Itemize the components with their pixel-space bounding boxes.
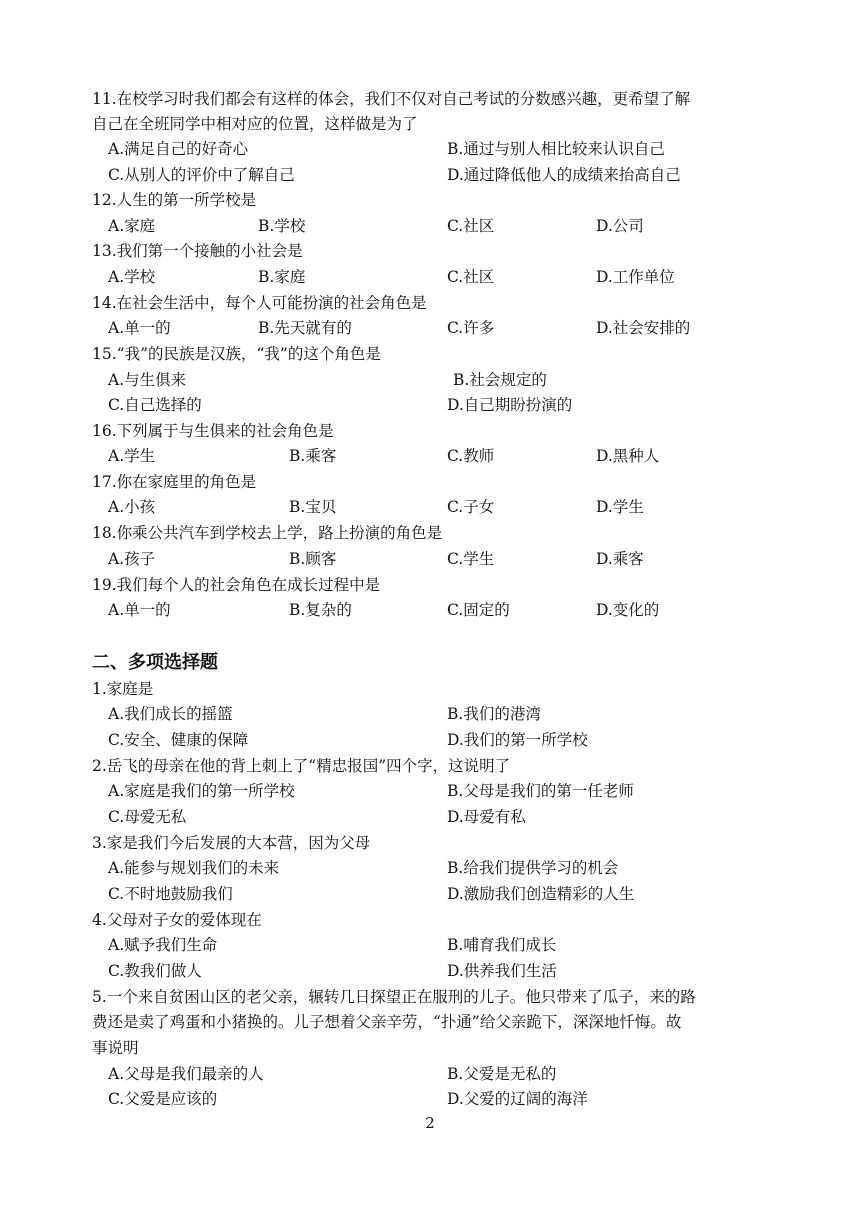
mc2-option-c: C.母爱无私	[108, 808, 187, 826]
q12-option-c: C.社区	[447, 217, 495, 235]
mc-question-3-stem: 3.家是我们今后发展的大本营，因为父母	[92, 834, 371, 852]
q15-option-b: B.社会规定的	[453, 371, 547, 389]
q19-option-a: A.单一的	[108, 601, 171, 619]
q12-option-d: D.公司	[596, 217, 644, 235]
mc3-option-d: D.激励我们创造精彩的人生	[447, 885, 635, 903]
q17-option-b: B.宝贝	[289, 498, 337, 516]
mc-question-5-stem-cont: 费还是卖了鸡蛋和小猪换的。儿子想着父亲辛劳，“扑通”给父亲跪下，深深地忏悔。故	[92, 1013, 682, 1031]
mc-question-2-stem: 2.岳飞的母亲在他的背上刺上了“精忠报国”四个字，这说明了	[92, 757, 511, 775]
mc3-option-b: B.给我们提供学习的机会	[447, 859, 619, 877]
mc1-option-b: B.我们的港湾	[447, 705, 541, 723]
question-17-stem: 17.你在家庭里的角色是	[92, 473, 257, 491]
question-11-stem-cont: 自己在全班同学中相对应的位置，这样做是为了	[92, 115, 418, 133]
mc1-option-d: D.我们的第一所学校	[447, 731, 588, 749]
mc3-option-a: A.能参与规划我们的未来	[108, 859, 280, 877]
q13-option-a: A.学校	[108, 268, 156, 286]
question-19-stem: 19.我们每个人的社会角色在成长过程中是	[92, 576, 381, 594]
q11-option-a: A.满足自己的好奇心	[108, 140, 249, 158]
question-16-stem: 16.下列属于与生俱来的社会角色是	[92, 422, 334, 440]
mc3-option-c: C.不时地鼓励我们	[108, 885, 233, 903]
mc4-option-a: A.赋予我们生命	[108, 936, 218, 954]
q15-option-d: D.自己期盼扮演的	[447, 396, 573, 414]
q13-option-d: D.工作单位	[596, 268, 675, 286]
question-15-stem: 15.“我”的民族是汉族，“我”的这个角色是	[92, 345, 381, 363]
mc-question-4-stem: 4.父母对子女的爱体现在	[92, 911, 262, 929]
q14-option-b: B.先天就有的	[258, 319, 352, 337]
q14-option-d: D.社会安排的	[596, 319, 691, 337]
q17-option-d: D.学生	[596, 498, 644, 516]
mc4-option-d: D.供养我们生活	[447, 962, 557, 980]
q12-option-b: B.学校	[258, 217, 306, 235]
q19-option-b: B.复杂的	[289, 601, 352, 619]
mc4-option-b: B.哺育我们成长	[447, 936, 557, 954]
q16-option-a: A.学生	[108, 447, 156, 465]
question-18-stem: 18.你乘公共汽车到学校去上学，路上扮演的角色是	[92, 524, 443, 542]
mc-question-5-stem-end: 事说明	[92, 1039, 139, 1057]
q12-option-a: A.家庭	[108, 217, 156, 235]
mc-question-1-stem: 1.家庭是	[92, 680, 154, 698]
q18-option-c: C.学生	[447, 550, 495, 568]
mc2-option-a: A.家庭是我们的第一所学校	[108, 782, 295, 800]
q17-option-a: A.小孩	[108, 498, 156, 516]
q13-option-c: C.社区	[447, 268, 495, 286]
q11-option-b: B.通过与别人相比较来认识自己	[447, 140, 665, 158]
q14-option-a: A.单一的	[108, 319, 171, 337]
q15-option-a: A.与生俱来	[108, 371, 187, 389]
page-number: 2	[425, 1114, 435, 1132]
q18-option-b: B.顾客	[289, 550, 337, 568]
section-heading-multiple-choice: 二、多项选择题	[92, 652, 218, 673]
q19-option-d: D.变化的	[596, 601, 660, 619]
mc1-option-c: C.安全、健康的保障	[108, 731, 249, 749]
q16-option-b: B.乘客	[289, 447, 337, 465]
q14-option-c: C.许多	[447, 319, 495, 337]
question-12-stem: 12.人生的第一所学校是	[92, 191, 257, 209]
q16-option-d: D.黑种人	[596, 447, 660, 465]
q11-option-d: D.通过降低他人的成绩来抬高自己	[447, 166, 681, 184]
q18-option-a: A.孩子	[108, 550, 156, 568]
mc-question-5-stem: 5.一个来自贫困山区的老父亲，辗转几日探望正在服刑的儿子。他只带来了瓜子，来的路	[92, 988, 696, 1006]
mc1-option-a: A.我们成长的摇篮	[108, 705, 233, 723]
q15-option-c: C.自己选择的	[108, 396, 202, 414]
mc5-option-d: D.父爱的辽阔的海洋	[447, 1090, 588, 1108]
q18-option-d: D.乘客	[596, 550, 644, 568]
question-13-stem: 13.我们第一个接触的小社会是	[92, 242, 303, 260]
question-11-stem: 11.在校学习时我们都会有这样的体会，我们不仅对自己考试的分数感兴趣，更希望了解	[92, 90, 691, 108]
mc5-option-b: B.父爱是无私的	[447, 1065, 557, 1083]
q16-option-c: C.教师	[447, 447, 495, 465]
question-14-stem: 14.在社会生活中，每个人可能扮演的社会角色是	[92, 294, 427, 312]
mc2-option-d: D.母爱有私	[447, 808, 526, 826]
q17-option-c: C.子女	[447, 498, 495, 516]
mc5-option-c: C.父爱是应该的	[108, 1090, 218, 1108]
mc4-option-c: C.教我们做人	[108, 962, 202, 980]
q11-option-c: C.从别人的评价中了解自己	[108, 166, 295, 184]
q19-option-c: C.固定的	[447, 601, 510, 619]
mc5-option-a: A.父母是我们最亲的人	[108, 1065, 264, 1083]
mc2-option-b: B.父母是我们的第一任老师	[447, 782, 634, 800]
q13-option-b: B.家庭	[258, 268, 306, 286]
